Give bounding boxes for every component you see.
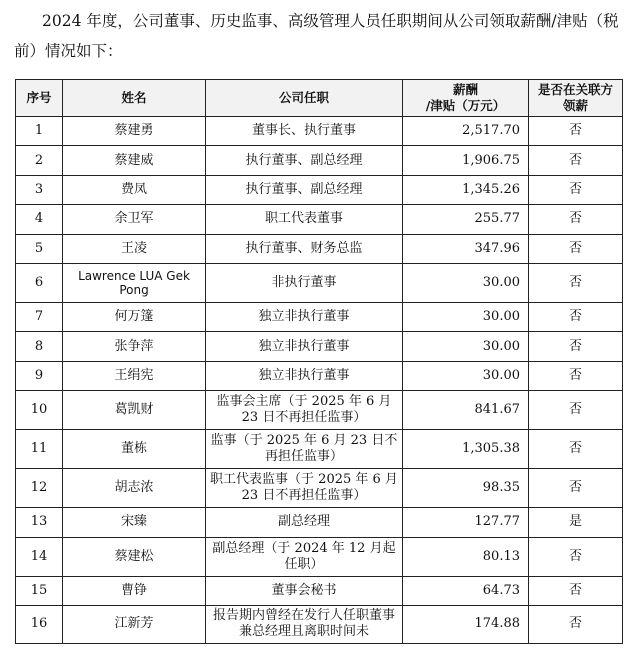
table-row [16, 605, 623, 643]
compensation-table [15, 79, 623, 644]
cell-no: 7 [16, 302, 63, 331]
cell-position: 执行董事、财务总监 [206, 234, 403, 263]
table-row [16, 234, 623, 263]
cell-name: 王绢宪 [63, 361, 206, 390]
cell-name: 蔡建威 [63, 146, 206, 175]
cell-name: 江新芳 [63, 605, 206, 643]
cell-pay: 98.35 [403, 469, 529, 508]
cell-name: 王凌 [63, 234, 206, 263]
cell-pay: 1,305.38 [403, 430, 529, 469]
cell-related: 否 [529, 175, 623, 204]
cell-position: 副总经理（于 2024 年 12 月起任职） [206, 537, 403, 576]
cell-no: 4 [16, 205, 63, 234]
cell-position: 董事长、执行董事 [206, 117, 403, 146]
cell-no: 10 [16, 391, 63, 430]
table-row [16, 361, 623, 390]
cell-no: 16 [16, 605, 63, 643]
cell-no: 15 [16, 576, 63, 605]
header-pay: 薪酬 /津贴（万元） [403, 80, 529, 117]
cell-related: 否 [529, 605, 623, 643]
table-row [16, 430, 623, 469]
intro-paragraph: 2024 年度，公司董事、历史监事、高级管理人员任职期间从公司领取薪酬/津贴（税前）情况如下： [14, 12, 619, 60]
cell-pay: 64.73 [403, 576, 529, 605]
table-row [16, 537, 623, 576]
cell-pay: 347.96 [403, 234, 529, 263]
cell-pay: 127.77 [403, 508, 529, 537]
cell-no: 11 [16, 430, 63, 469]
cell-related: 否 [529, 469, 623, 508]
header-name: 姓名 [63, 80, 206, 117]
cell-position: 独立非执行董事 [206, 361, 403, 390]
table-row [16, 205, 623, 234]
cell-related: 否 [529, 263, 623, 302]
table-row [16, 508, 623, 537]
table-row [16, 302, 623, 331]
header-position: 公司任职 [206, 80, 403, 117]
cell-no: 3 [16, 175, 63, 204]
cell-name: 董栋 [63, 430, 206, 469]
table-row [16, 332, 623, 361]
cell-no: 1 [16, 117, 63, 146]
cell-related: 否 [529, 430, 623, 469]
cell-position: 职工代表监事（于 2025 年 6 月 23 日不再担任监事） [206, 469, 403, 508]
cell-pay: 30.00 [403, 263, 529, 302]
cell-pay: 80.13 [403, 537, 529, 576]
cell-no: 9 [16, 361, 63, 390]
cell-position: 独立非执行董事 [206, 332, 403, 361]
cell-name: 张争萍 [63, 332, 206, 361]
cell-pay: 30.00 [403, 361, 529, 390]
table-row [16, 391, 623, 430]
cell-related: 否 [529, 332, 623, 361]
cell-position: 监事会主席（于 2025 年 6 月 23 日不再担任监事） [206, 391, 403, 430]
cell-position: 独立非执行董事 [206, 302, 403, 331]
header-related: 是否在关联方领薪 [529, 80, 623, 117]
cell-no: 5 [16, 234, 63, 263]
table-row [16, 146, 623, 175]
cell-name: 费凤 [63, 175, 206, 204]
cell-pay: 255.77 [403, 205, 529, 234]
cell-pay: 1,345.26 [403, 175, 529, 204]
cell-position: 董事会秘书 [206, 576, 403, 605]
cell-pay: 2,517.70 [403, 117, 529, 146]
cell-name: 葛凯财 [63, 391, 206, 430]
cell-pay: 1,906.75 [403, 146, 529, 175]
cell-pay: 174.88 [403, 605, 529, 643]
cell-name: 宋臻 [63, 508, 206, 537]
cell-related: 否 [529, 146, 623, 175]
cell-name: 曹铮 [63, 576, 206, 605]
cell-name: 蔡建松 [63, 537, 206, 576]
cell-position: 非执行董事 [206, 263, 403, 302]
table-row [16, 576, 623, 605]
cell-name: 蔡建勇 [63, 117, 206, 146]
cell-related: 否 [529, 205, 623, 234]
cell-related: 否 [529, 391, 623, 430]
cell-related: 否 [529, 234, 623, 263]
cell-no: 2 [16, 146, 63, 175]
cell-position: 报告期内曾经在发行人任职董事兼总经理且离职时间未 [206, 605, 403, 643]
cell-no: 6 [16, 263, 63, 302]
table-row [16, 117, 623, 146]
cell-name: Lawrence LUA Gek Pong [63, 263, 206, 302]
cell-pay: 30.00 [403, 302, 529, 331]
cell-position: 职工代表董事 [206, 205, 403, 234]
table-row [16, 469, 623, 508]
cell-related: 否 [529, 117, 623, 146]
cell-position: 副总经理 [206, 508, 403, 537]
table-header-row [16, 80, 623, 117]
cell-related: 否 [529, 576, 623, 605]
cell-position: 监事（于 2025 年 6 月 23 日不再担任监事） [206, 430, 403, 469]
cell-position: 执行董事、副总经理 [206, 146, 403, 175]
cell-no: 13 [16, 508, 63, 537]
cell-pay: 30.00 [403, 332, 529, 361]
table-row [16, 175, 623, 204]
cell-pay: 841.67 [403, 391, 529, 430]
cell-no: 14 [16, 537, 63, 576]
cell-name: 何万篷 [63, 302, 206, 331]
cell-no: 12 [16, 469, 63, 508]
cell-related: 否 [529, 537, 623, 576]
table-row [16, 263, 623, 302]
cell-related: 是 [529, 508, 623, 537]
cell-related: 否 [529, 302, 623, 331]
cell-name: 余卫军 [63, 205, 206, 234]
header-no: 序号 [16, 80, 63, 117]
cell-position: 执行董事、副总经理 [206, 175, 403, 204]
cell-name: 胡志浓 [63, 469, 206, 508]
cell-related: 否 [529, 361, 623, 390]
cell-no: 8 [16, 332, 63, 361]
